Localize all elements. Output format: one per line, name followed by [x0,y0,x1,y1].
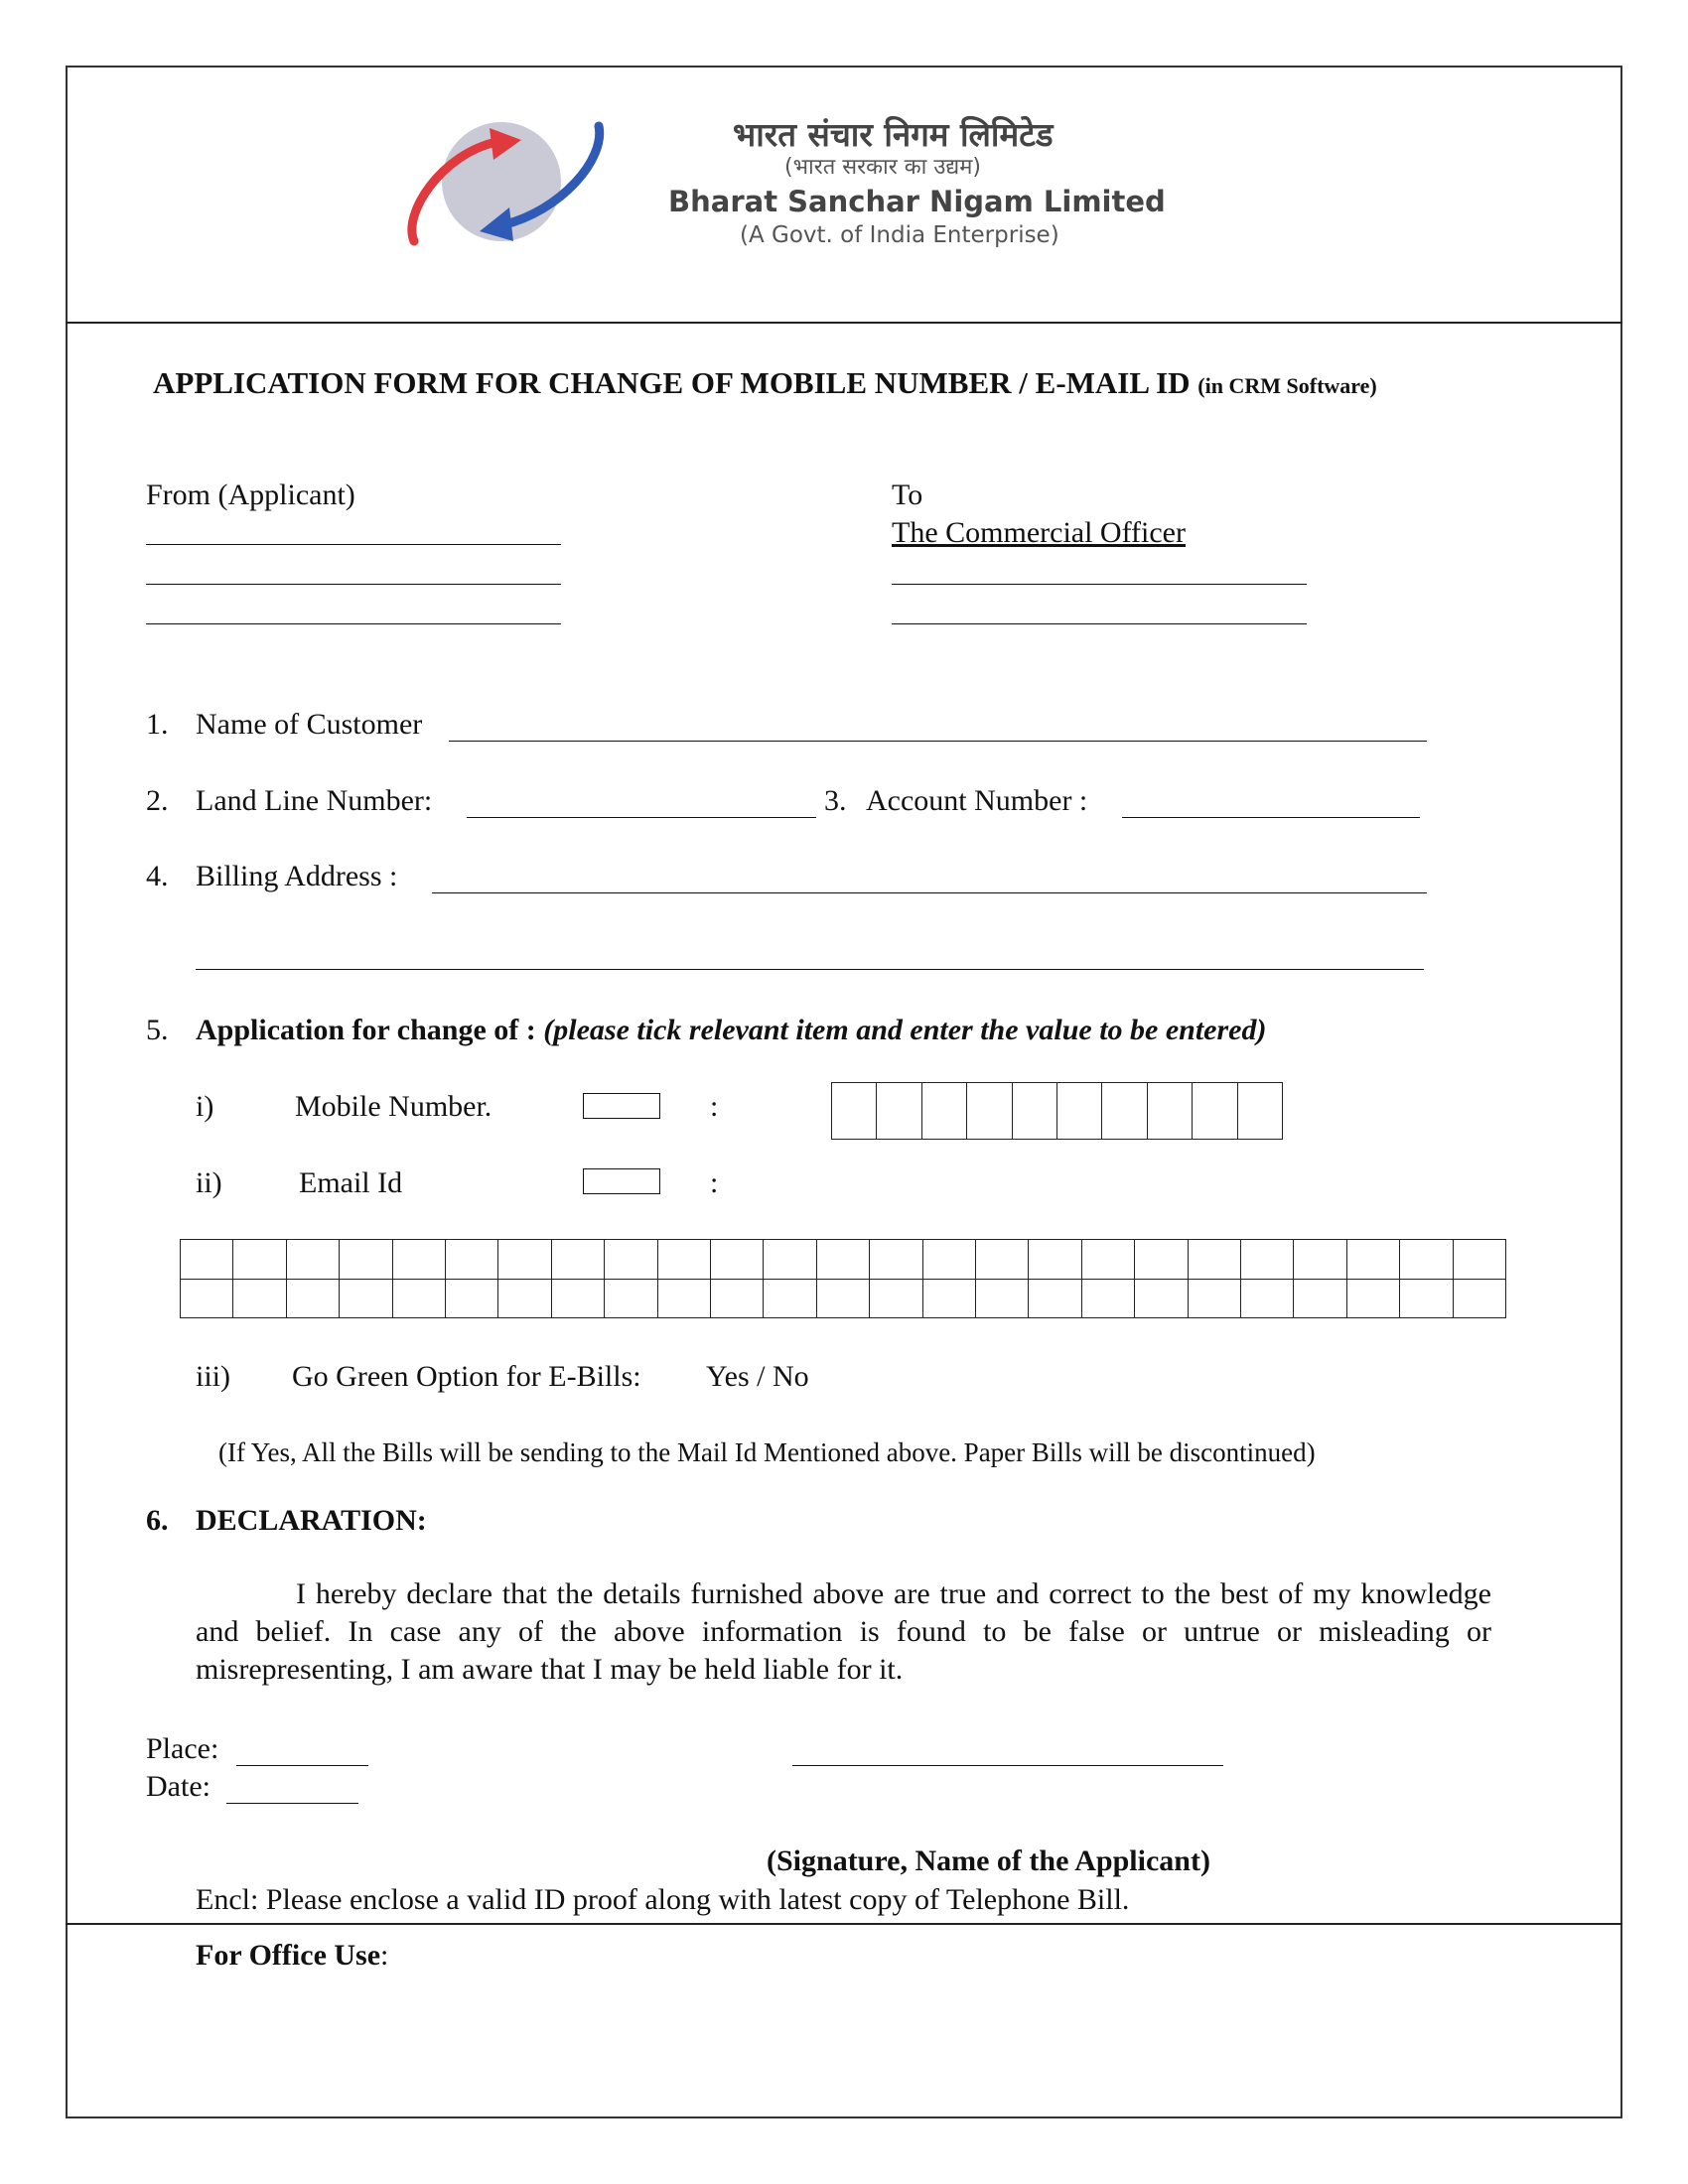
email-id-input-grid[interactable] [180,1239,1506,1318]
field-number: 4. [146,860,169,892]
landline-label: Land Line Number: [196,784,433,817]
email-char-cell[interactable] [233,1240,286,1280]
email-char-cell[interactable] [1029,1280,1081,1319]
email-char-cell[interactable] [1029,1240,1081,1280]
email-char-cell[interactable] [1135,1280,1188,1319]
bsnl-logo-icon [402,114,606,253]
email-char-cell[interactable] [605,1240,657,1280]
colon: : [710,1166,719,1199]
gogreen-label: Go Green Option for E-Bills: [292,1360,641,1393]
email-char-cell[interactable] [1454,1280,1506,1319]
header-divider [66,322,1622,324]
email-char-cell[interactable] [817,1240,870,1280]
mobile-digit-cell[interactable] [1238,1083,1283,1140]
email-char-cell[interactable] [1400,1240,1453,1280]
date-label: Date: [146,1770,211,1803]
email-char-cell[interactable] [552,1240,605,1280]
email-char-cell[interactable] [764,1240,816,1280]
from-address-line[interactable] [146,623,561,624]
field-number: 3. [824,784,847,817]
email-char-cell[interactable] [552,1280,605,1319]
email-char-cell[interactable] [1294,1240,1346,1280]
account-number-label: Account Number : [866,784,1088,817]
colon: : [710,1090,719,1123]
company-subtitle-hindi: (भारत सरकार का उद्यम) [784,155,981,180]
office-use-label: For Office Use: [196,1939,389,1972]
email-char-cell[interactable] [287,1280,340,1319]
company-name-english: Bharat Sanchar Nigam Limited [668,185,1166,218]
gogreen-note: (If Yes, All the Bills will be sending to the Mail Id Mentioned above. Paper Bills will be discontinued) [218,1437,1316,1467]
email-char-cell[interactable] [393,1280,446,1319]
customer-name-label: Name of Customer [196,708,423,741]
billing-address-field[interactable] [432,892,1427,893]
billing-address-label: Billing Address : [196,860,398,892]
email-char-cell[interactable] [870,1280,922,1319]
field-number: 5. [146,1014,169,1046]
email-char-cell[interactable] [1135,1240,1188,1280]
customer-name-field[interactable] [449,741,1427,742]
email-char-cell[interactable] [1241,1240,1294,1280]
gogreen-item-number: iii) [196,1360,230,1393]
email-char-cell[interactable] [870,1240,922,1280]
signature-label: (Signature, Name of the Applicant) [767,1844,1210,1877]
field-number: 6. [146,1504,169,1537]
office-use-divider [66,1923,1622,1925]
email-char-cell[interactable] [605,1280,657,1319]
from-address-line[interactable] [146,544,561,545]
field-number: 2. [146,784,169,817]
company-subtitle-english: (A Govt. of India Enterprise) [740,222,1059,248]
email-char-cell[interactable] [658,1280,711,1319]
email-char-cell[interactable] [817,1280,870,1319]
email-char-cell[interactable] [393,1240,446,1280]
company-name-hindi: भारत संचार निगम लिमिटेड [733,115,1054,154]
mobile-digit-cell[interactable] [1148,1083,1193,1140]
email-char-cell[interactable] [923,1240,976,1280]
email-char-cell[interactable] [1082,1240,1135,1280]
billing-address-field-2[interactable] [196,969,1424,970]
email-char-cell[interactable] [340,1280,392,1319]
mobile-item-number: i) [196,1090,214,1123]
email-char-cell[interactable] [711,1240,764,1280]
mobile-number-input-grid[interactable] [831,1082,1283,1140]
place-label: Place: [146,1732,219,1765]
mobile-digit-cell[interactable] [1057,1083,1102,1140]
email-char-cell[interactable] [658,1240,711,1280]
place-field[interactable] [236,1765,368,1766]
to-officer: The Commercial Officer [892,516,1186,549]
email-char-cell[interactable] [498,1240,551,1280]
account-number-field[interactable] [1122,817,1420,818]
mobile-digit-cell[interactable] [922,1083,967,1140]
email-id-checkbox[interactable] [583,1168,660,1194]
declaration-text: I hereby declare that the details furnished above are true and correct to the best of my knowledge and belief. In case any of the above information is found to be false or untrue or misleading or misrepresenting, I am aware that I may be held liable for it. [196,1577,1491,1686]
email-char-cell[interactable] [181,1280,233,1319]
to-label: To [892,478,923,511]
email-char-cell[interactable] [446,1280,498,1319]
email-char-cell[interactable] [711,1280,764,1319]
email-id-label: Email Id [299,1166,403,1199]
mobile-digit-cell[interactable] [832,1083,877,1140]
email-char-cell[interactable] [446,1240,498,1280]
email-char-cell[interactable] [1241,1280,1294,1319]
field-number: 1. [146,708,169,741]
mobile-number-checkbox[interactable] [583,1093,660,1119]
email-char-cell[interactable] [976,1240,1029,1280]
email-char-cell[interactable] [1294,1280,1346,1319]
mobile-digit-cell[interactable] [1193,1083,1237,1140]
email-char-cell[interactable] [1189,1280,1241,1319]
landline-field[interactable] [467,817,816,818]
change-of-heading: Application for change of : (please tick relevant item and enter the value to be entered) [196,1014,1267,1046]
gogreen-yes-no[interactable]: Yes / No [706,1360,809,1393]
email-char-cell[interactable] [1082,1280,1135,1319]
from-label: From (Applicant) [146,478,355,511]
enclosure-note: Encl: Please enclose a valid ID proof along with latest copy of Telephone Bill. [196,1883,1130,1916]
from-address-line[interactable] [146,584,561,585]
email-char-cell[interactable] [233,1280,286,1319]
date-field[interactable] [226,1803,358,1804]
to-address-line[interactable] [892,584,1307,585]
declaration-heading: DECLARATION: [196,1504,427,1537]
mobile-digit-cell[interactable] [1102,1083,1147,1140]
email-char-cell[interactable] [340,1240,392,1280]
mobile-digit-cell[interactable] [967,1083,1012,1140]
email-char-cell[interactable] [287,1240,340,1280]
email-char-cell[interactable] [1347,1280,1400,1319]
email-char-cell[interactable] [1400,1280,1453,1319]
email-char-cell[interactable] [976,1280,1029,1319]
signature-line[interactable] [792,1765,1223,1766]
to-address-line[interactable] [892,623,1307,624]
mobile-number-label: Mobile Number. [295,1090,492,1123]
email-char-cell[interactable] [1347,1240,1400,1280]
email-char-cell[interactable] [498,1280,551,1319]
email-char-cell[interactable] [181,1240,233,1280]
email-item-number: ii) [196,1166,222,1199]
mobile-digit-cell[interactable] [1013,1083,1057,1140]
email-char-cell[interactable] [1189,1240,1241,1280]
form-title: APPLICATION FORM FOR CHANGE OF MOBILE NUMBER / E-MAIL ID (in CRM Software) [153,365,1377,400]
email-char-cell[interactable] [923,1280,976,1319]
email-char-cell[interactable] [1454,1240,1506,1280]
mobile-digit-cell[interactable] [877,1083,921,1140]
email-char-cell[interactable] [764,1280,816,1319]
